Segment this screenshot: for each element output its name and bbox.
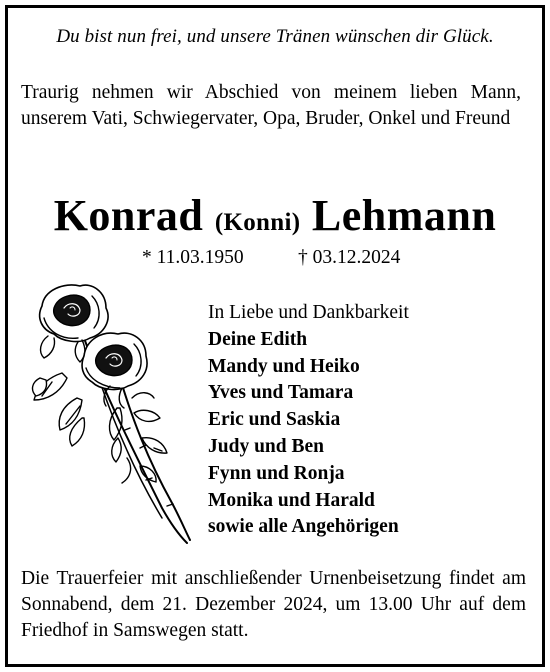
mourner-name: Judy und Ben — [208, 435, 324, 457]
mourner-name: Fynn und Ronja — [208, 462, 345, 484]
first-name: Konrad — [53, 191, 204, 240]
mourner-name: Deine Edith — [208, 328, 308, 350]
mourner-name: Yves und Tamara — [208, 382, 354, 404]
nickname: (Konni) — [214, 209, 301, 236]
mourner-name: sowie alle Angehörigen — [208, 516, 399, 538]
birth-date: * 11.03.1950 — [142, 247, 244, 268]
mourner-name: Mandy und Heiko — [208, 355, 360, 377]
deceased-name — [0, 190, 550, 241]
mourners-list — [208, 300, 409, 541]
mourner-name: Monika und Harald — [208, 489, 375, 511]
roses-drawing-icon — [22, 278, 202, 550]
mourners-lead: In Liebe und Dankbarkeit — [208, 302, 409, 323]
death-date: † 03.12.2024 — [298, 247, 401, 268]
motto-quote: Du bist nun frei, und unsere Tränen wünschen dir Glück. — [56, 26, 494, 47]
last-name: Lehmann — [311, 191, 497, 240]
funeral-service-notice: Die Trauerfeier mit anschließender Urnenbeisetzung findet am Sonnabend, dem 21. Dezember 2024, um 13.00 Uhr auf dem Friedhof in Samswegen statt. — [21, 568, 526, 641]
mourner-name: Eric und Saskia — [208, 409, 341, 431]
intro-text: Traurig nehmen wir Abschied von meinem lieben Mann, unserem Vati, Schwiegervater, Opa, Bruder, Onkel und Freund — [21, 82, 521, 129]
